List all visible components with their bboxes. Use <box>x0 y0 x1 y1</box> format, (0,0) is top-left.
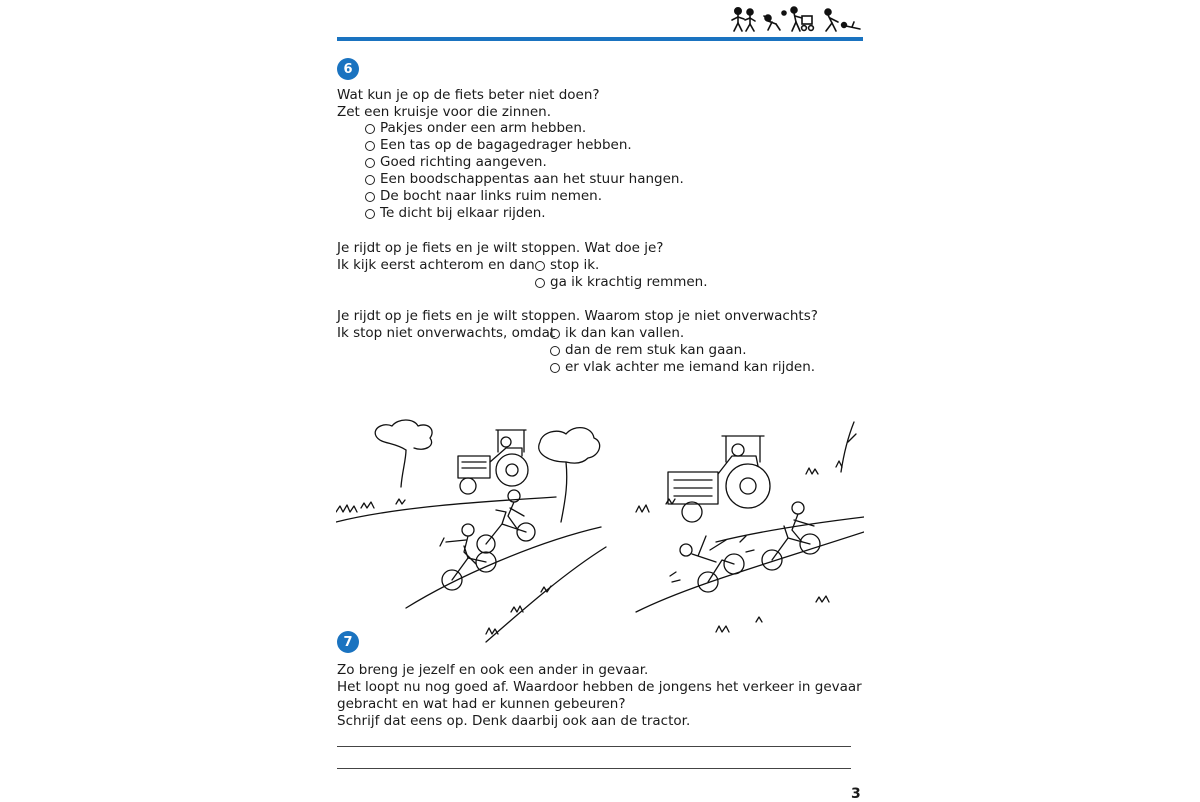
header-rule <box>337 37 863 41</box>
option-checkbox[interactable] <box>365 171 684 188</box>
option-label: ik dan kan vallen. <box>565 325 685 341</box>
why-question: Je rijdt op je fiets en je wilt stoppen. Waarom stop je niet onverwachts? <box>337 308 818 324</box>
radio-circle-icon <box>365 124 375 134</box>
answer-writing-line[interactable] <box>337 768 851 769</box>
option-label: er vlak achter me iemand kan rijden. <box>565 359 816 375</box>
radio-circle-icon <box>365 209 375 219</box>
radio-circle-icon <box>365 175 375 185</box>
question-number-badge: 7 <box>337 631 359 653</box>
option-checkbox[interactable] <box>365 137 632 154</box>
question-text-line: Zo breng je jezelf en ook een ander in gevaar. <box>337 662 649 678</box>
question-text-line: Schrijf dat eens op. Denk daarbij ook aan de tractor. <box>337 713 691 729</box>
option-checkbox[interactable] <box>550 359 815 376</box>
children-activities-icon <box>728 4 864 34</box>
question-number-badge: 6 <box>337 58 359 80</box>
radio-circle-icon <box>365 158 375 168</box>
option-label: Pakjes onder een arm hebben. <box>380 120 587 136</box>
stop-question: Je rijdt op je fiets en je wilt stoppen. Wat doe je? <box>337 240 664 256</box>
option-checkbox[interactable] <box>365 154 547 171</box>
question-text-line: Het loopt nu nog goed af. Waardoor hebben de jongens het verkeer in gevaar <box>337 679 862 695</box>
option-checkbox[interactable] <box>535 274 708 291</box>
option-checkbox[interactable] <box>365 120 586 137</box>
option-label: stop ik. <box>550 257 600 273</box>
radio-circle-icon <box>550 329 560 339</box>
option-label: Een boodschappentas aan het stuur hangen. <box>380 171 684 187</box>
radio-circle-icon <box>365 192 375 202</box>
option-checkbox[interactable] <box>365 205 546 222</box>
question-prompt: Wat kun je op de fiets beter niet doen? <box>337 87 600 103</box>
cyclists-and-tractor-illustration <box>336 412 864 652</box>
question-instruction: Zet een kruisje voor die zinnen. <box>337 104 552 120</box>
stop-lead: Ik kijk eerst achterom en dan <box>337 257 535 273</box>
radio-circle-icon <box>365 141 375 151</box>
radio-circle-icon <box>550 363 560 373</box>
option-label: Te dicht bij elkaar rijden. <box>380 205 546 221</box>
radio-circle-icon <box>550 346 560 356</box>
option-label: Goed richting aangeven. <box>380 154 547 170</box>
option-checkbox[interactable] <box>535 257 599 274</box>
option-checkbox[interactable] <box>550 325 684 342</box>
option-label: ga ik krachtig remmen. <box>550 274 708 290</box>
answer-writing-line[interactable] <box>337 746 851 747</box>
option-label: dan de rem stuk kan gaan. <box>565 342 747 358</box>
option-checkbox[interactable] <box>365 188 602 205</box>
option-label: Een tas op de bagagedrager hebben. <box>380 137 632 153</box>
radio-circle-icon <box>535 261 545 271</box>
question-text-line: gebracht en wat had er kunnen gebeuren? <box>337 696 626 712</box>
option-label: De bocht naar links ruim nemen. <box>380 188 602 204</box>
option-checkbox[interactable] <box>550 342 747 359</box>
why-lead: Ik stop niet onverwachts, omdat <box>337 325 556 341</box>
radio-circle-icon <box>535 278 545 288</box>
page-number: 3 <box>851 786 861 802</box>
